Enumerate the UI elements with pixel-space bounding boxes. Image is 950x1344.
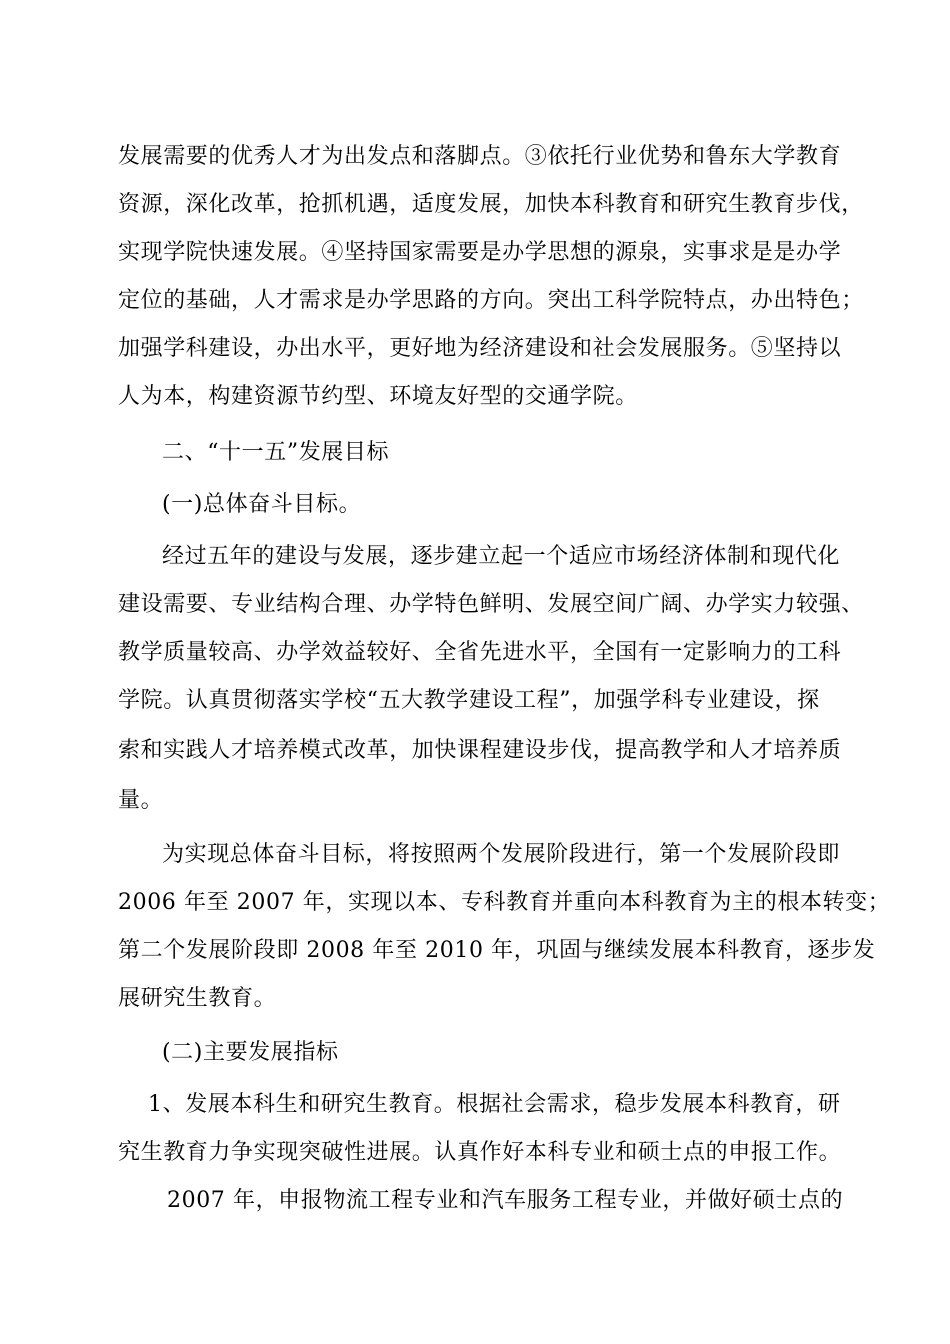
text-line: 实现学院快速发展。④坚持国家需要是办学思想的源泉，实事求是是办学 [118, 240, 842, 265]
text-line: 2007 年，申报物流工程专业和汽车服务工程专业，并做好硕士点的 [167, 1188, 844, 1213]
text-line: 2006 年至 2007 年，实现以本、专科教育并重向本科教育为主的根本转变； [118, 890, 891, 915]
text-line: 展研究生教育。 [118, 986, 277, 1011]
text-line: 资源，深化改革，抢抓机遇，适度发展，加快本科教育和研究生教育步伐， [118, 192, 864, 217]
text-line: 经过五年的建设与发展，逐步建立起一个适应市场经济体制和现代化 [162, 544, 841, 569]
text-line: 教学质量较高、办学效益较好、全省先进水平，全国有一定影响力的工科 [118, 640, 842, 665]
text-line: 究生教育力争实现突破性进展。认真作好本科专业和硕士点的申报工作。 [118, 1140, 842, 1165]
text-line: 学院。认真贯彻落实学校“五大教学建设工程”，加强学科专业建设，探 [118, 688, 820, 713]
text-line: 人为本，构建资源节约型、环境友好型的交通学院。 [118, 384, 638, 409]
text-line: 索和实践人才培养模式改革，加快课程建设步伐，提高教学和人才培养质 [118, 738, 842, 763]
text-line: 为实现总体奋斗目标，将按照两个发展阶段进行，第一个发展阶段即 [162, 842, 841, 867]
text-line: 定位的基础，人才需求是办学思路的方向。突出工科学院特点，办出特色； [118, 288, 864, 313]
subsection-heading: (一)总体奋斗目标。 [162, 492, 362, 517]
text-line: 发展需要的优秀人才为出发点和落脚点。③依托行业优势和鲁东大学教育 [118, 144, 842, 169]
subsection-heading: (二)主要发展指标 [162, 1040, 339, 1065]
text-line: 1、发展本科生和研究生教育。根据社会需求，稳步发展本科教育，研 [148, 1092, 841, 1117]
text-line: 量。 [118, 788, 164, 813]
text-line: 建设需要、专业结构合理、办学特色鲜明、发展空间广阔、办学实力较强、 [118, 592, 864, 617]
text-line: 第二个发展阶段即 2008 年至 2010 年，巩固与继续发展本科教育，逐步发 [118, 938, 876, 963]
text-line: 加强学科建设，办出水平，更好地为经济建设和社会发展服务。⑤坚持以 [118, 336, 842, 361]
section-heading: 二、“十一五”发展目标 [162, 440, 390, 465]
